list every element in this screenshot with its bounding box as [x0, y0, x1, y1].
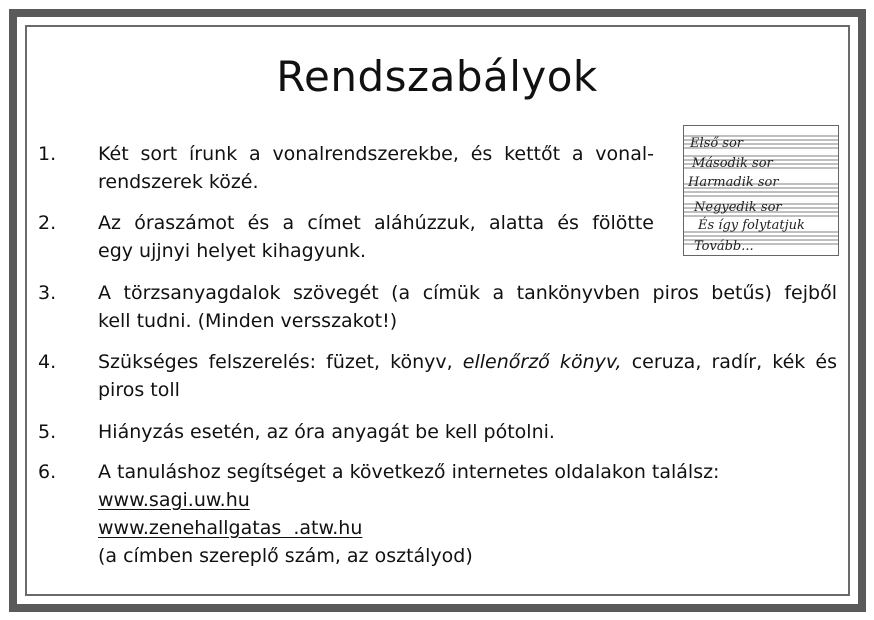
- rule-text: [98, 418, 837, 446]
- rule-number: 1.: [38, 143, 57, 165]
- rule-line: [98, 348, 837, 376]
- rule-text-part: ceruza, radír, kék és: [621, 351, 837, 373]
- rule-text: [98, 348, 837, 404]
- notebook-line-4: Negyedik sor: [694, 200, 782, 215]
- rule-number: 4.: [38, 351, 57, 373]
- rule-text-italic: ellenőrző könyv,: [462, 351, 622, 373]
- rule-text: [98, 209, 654, 265]
- rule-line: rendszerek közé.: [98, 171, 259, 193]
- rule-line: Két sort írunk a vonalrendszerekbe, és kettőt a vonal-: [98, 143, 654, 165]
- notebook-line-5: És így folytatjuk: [698, 218, 805, 233]
- rule-text-part: Szükséges felszerelés: füzet, könyv,: [98, 351, 463, 373]
- rule-line: A tanuláshoz segítséget a következő internetes oldalakon találsz:: [98, 461, 720, 483]
- rule-number: 2.: [38, 212, 57, 234]
- notebook-illustration: [683, 125, 839, 256]
- rule-line: Hiányzás esetén, az óra anyagát be kell pótolni.: [98, 421, 555, 443]
- rule-line: A törzsanyagdalok szövegét (a címük a tankönyvben piros betűs) fejből: [98, 282, 837, 304]
- notebook-line-6: Tovább...: [694, 239, 754, 254]
- rule-line: egy ujjnyi helyet kihagyunk.: [98, 240, 367, 262]
- rule-line: kell tudni. (Minden versszakot!): [98, 310, 398, 332]
- rule-number: 6.: [38, 461, 57, 483]
- link-sagi[interactable]: www.sagi.uw.hu: [98, 489, 250, 511]
- rule-line: piros toll: [98, 379, 180, 401]
- notebook-line-3: Harmadik sor: [688, 175, 779, 190]
- rule-number: 5.: [38, 421, 57, 443]
- rule-text: [98, 279, 837, 335]
- rule-number: 3.: [38, 282, 57, 304]
- rule-line: Az óraszámot és a címet aláhúzzuk, alatta és fölötte: [98, 212, 654, 234]
- notebook-line-1: Első sor: [690, 136, 743, 151]
- page-title: Rendszabályok: [276, 52, 598, 101]
- notebook-lines-drawing: [684, 126, 838, 255]
- rule-text: [98, 140, 654, 196]
- link-zenehallgatas[interactable]: www.zenehallgatas .atw.hu: [98, 517, 363, 539]
- rule-text: [98, 458, 837, 570]
- notebook-line-2: Második sor: [692, 156, 773, 171]
- rule-note: (a címben szereplő szám, az osztályod): [98, 545, 473, 567]
